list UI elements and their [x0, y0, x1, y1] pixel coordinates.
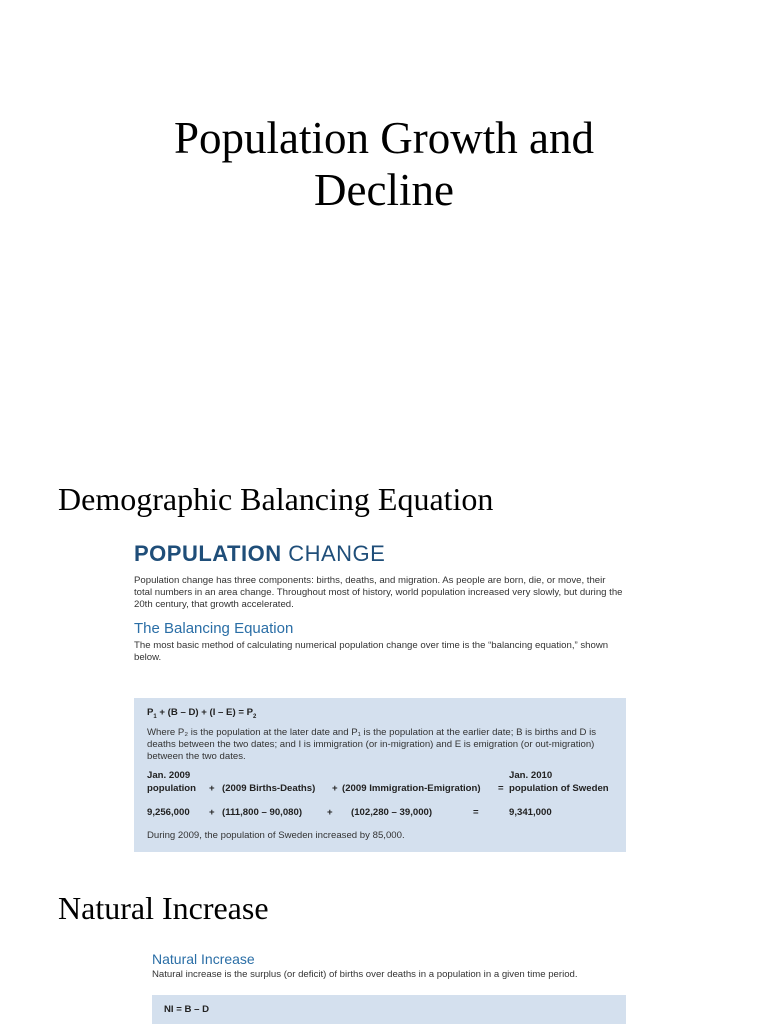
row-c-col-5: (102,280 – 39,000) [351, 806, 433, 818]
natural-increase-description: Natural increase is the surplus (or deficit) of births over deaths in a population in a given time period. [152, 969, 578, 980]
row-c-col-2: + [209, 806, 215, 818]
row-c-col-4: + [327, 806, 333, 818]
formula-sub-2: 2 [252, 713, 257, 720]
balancing-equation-description: The most basic method of calculating numerical population change over time is the “balancing equation,” shown below. [134, 640, 609, 663]
row-b-col-4: + [332, 782, 338, 794]
row-a-col-1: Jan. 2009 [147, 769, 191, 781]
excerpt-intro: Population change has three components: births, deaths, and migration. As people are born, die, or move, their total numbers in an area change. Throughout most of history, world population increased very slowly, but during the 20th century, that growth accelerated. [134, 575, 623, 610]
heading-demographic-balancing-equation: Demographic Balancing Equation [58, 481, 494, 517]
title-line-2: Decline [314, 165, 454, 215]
balancing-equation-subtitle: The Balancing Equation [134, 620, 294, 637]
formula-p: P [147, 707, 154, 718]
row-b-col-5: (2009 Immigration-Emigration) [342, 782, 481, 794]
equation-explanation: Where P₂ is the population at the later date and P₁ is the population at the earlier date; B is births and D is deaths between the two dates; and I is immigration (or in-migration) and E is emigration (or out-migration) between the two dates. [147, 726, 597, 762]
example-row-labels [147, 783, 614, 796]
row-b-col-1: population [147, 782, 197, 794]
row-b-col-5b: = [498, 782, 504, 794]
excerpt-title-thin: CHANGE [288, 541, 386, 566]
row-b-col-2: + [209, 782, 215, 794]
natural-increase-excerpt [152, 950, 626, 981]
population-change-excerpt [134, 540, 626, 664]
row-c-col-3: (111,800 – 90,080) [222, 806, 303, 818]
title-line-1: Population Growth and [174, 113, 594, 163]
equation-result: During 2009, the population of Sweden increased by 85,000. [147, 829, 405, 841]
row-b-col-6: population of Sweden [509, 782, 609, 794]
balancing-equation-box [134, 698, 626, 852]
example-row-values [147, 807, 614, 820]
excerpt-title [134, 540, 626, 568]
formula-middle: + (B – D) + (I – E) = P [156, 707, 253, 718]
natural-increase-box [152, 995, 626, 1024]
example-row-dates [147, 770, 614, 783]
natural-increase-subtitle: Natural Increase [152, 951, 255, 967]
row-c-col-5b: = [473, 806, 479, 818]
natural-increase-formula: NI = B – D [164, 1004, 210, 1015]
row-c-col-6: 9,341,000 [509, 806, 552, 818]
row-c-col-1: 9,256,000 [147, 806, 190, 818]
row-a-col-6: Jan. 2010 [509, 769, 553, 781]
formula-sub-1: 1 [153, 713, 157, 720]
balancing-equation-formula [147, 707, 614, 720]
slide-title [0, 112, 768, 216]
excerpt-title-bold: POPULATION [134, 541, 282, 566]
row-b-col-3: (2009 Births-Deaths) [222, 782, 316, 794]
heading-natural-increase: Natural Increase [58, 890, 269, 926]
